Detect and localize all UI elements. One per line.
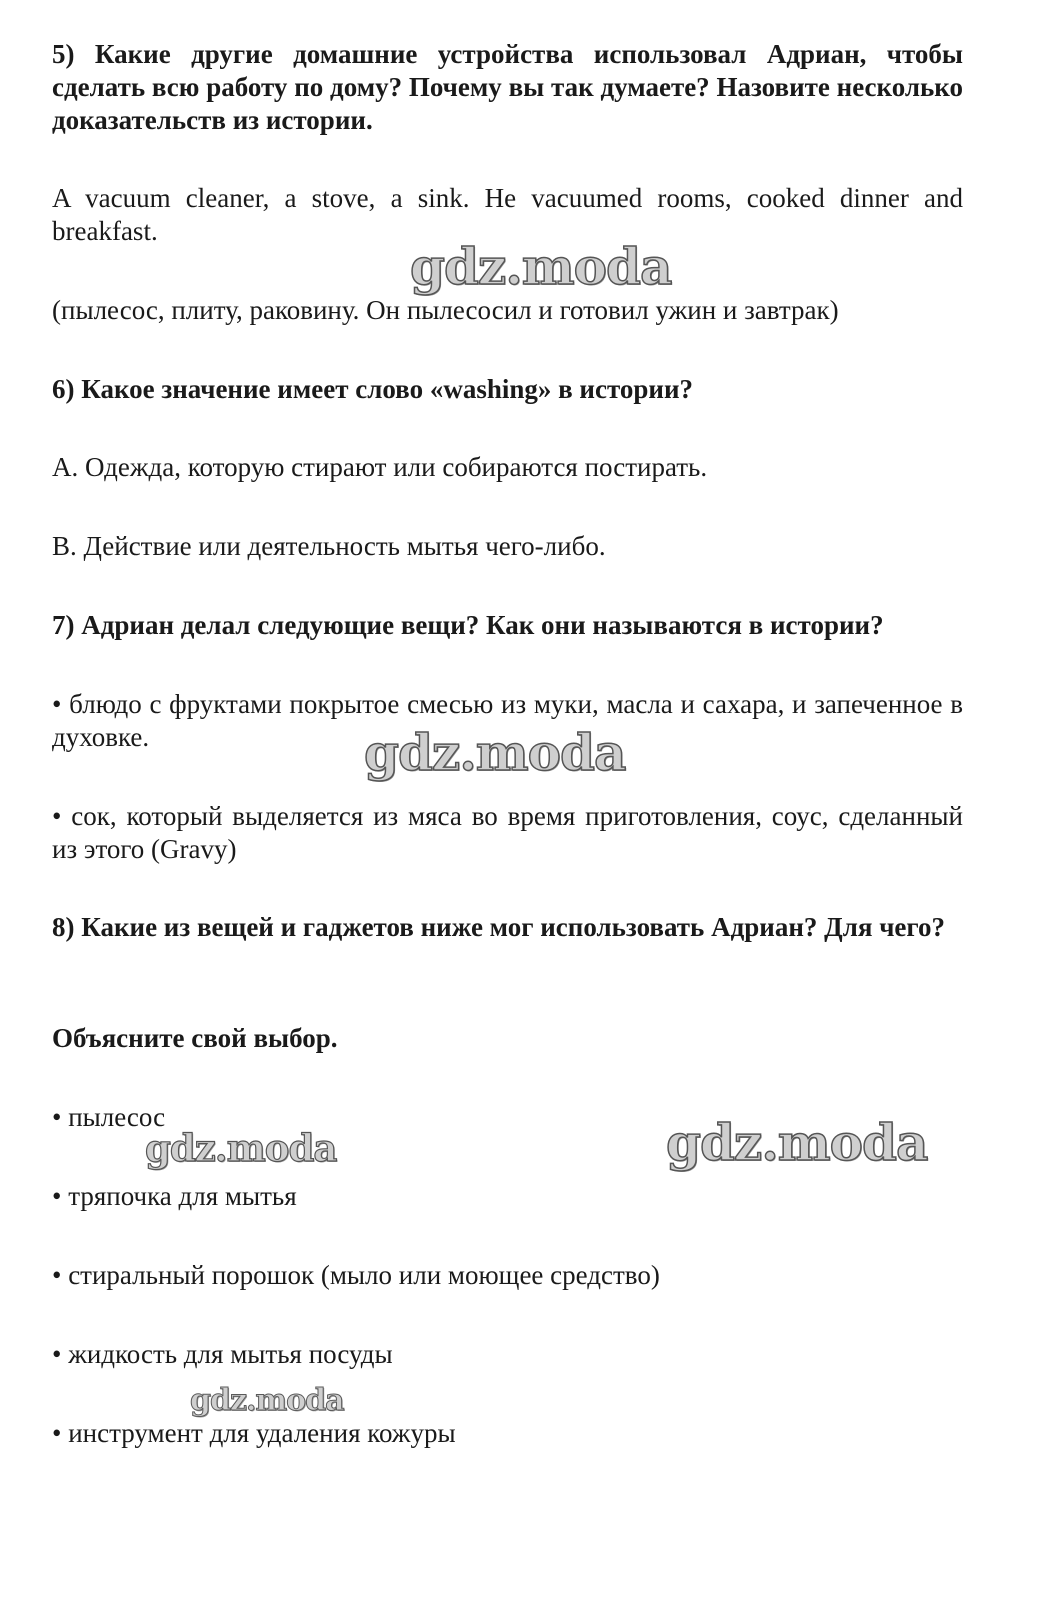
- option-b: B. Действие или деятельность мытья чего-либо.: [52, 531, 606, 561]
- explain-instruction: Объясните свой выбор.: [52, 1023, 338, 1053]
- question-5: 5) Какие другие домашние устройства использовал Адриан, чтобы сделать всю работу по дому? Почему вы так думаете? Назовите несколько доказательств из истории.: [52, 39, 963, 135]
- watermark: gdz.moda: [666, 1113, 928, 1172]
- list-item: • тряпочка для мытья: [52, 1181, 297, 1211]
- watermark: gdz.moda: [190, 1383, 344, 1418]
- answer-5-russian: (пылесос, плиту, раковину. Он пылесосил и готовил ужин и завтрак): [52, 295, 839, 325]
- question-7: 7) Адриан делал следующие вещи? Как они называются в истории?: [52, 610, 884, 640]
- list-item: • стиральный порошок (мыло или моющее средство): [52, 1260, 660, 1290]
- question-6: 6) Какое значение имеет слово «washing» в истории?: [52, 374, 694, 404]
- option-a: A. Одежда, которую стирают или собираются постирать.: [52, 452, 708, 482]
- list-item: • блюдо с фруктами покрытое смесью из муки, масла и сахара, и запеченное в духовке.: [52, 689, 963, 752]
- list-item: • инструмент для удаления кожуры: [52, 1418, 456, 1448]
- answer-5-english: A vacuum cleaner, a stove, a sink. He vacuumed rooms, cooked dinner and breakfast.: [52, 183, 963, 246]
- watermark: gdz.moda: [410, 237, 672, 296]
- watermark: gdz.moda: [364, 723, 626, 782]
- question-8: 8) Какие из вещей и гаджетов ниже мог использовать Адриан? Для чего?: [52, 912, 946, 942]
- list-item: • сок, который выделяется из мяса во время приготовления, соус, сделанный из этого (Gravy): [52, 801, 963, 864]
- list-item: • пылесос: [52, 1102, 166, 1132]
- watermark: gdz.moda: [145, 1126, 337, 1170]
- list-item: • жидкость для мытья посуды: [52, 1339, 393, 1369]
